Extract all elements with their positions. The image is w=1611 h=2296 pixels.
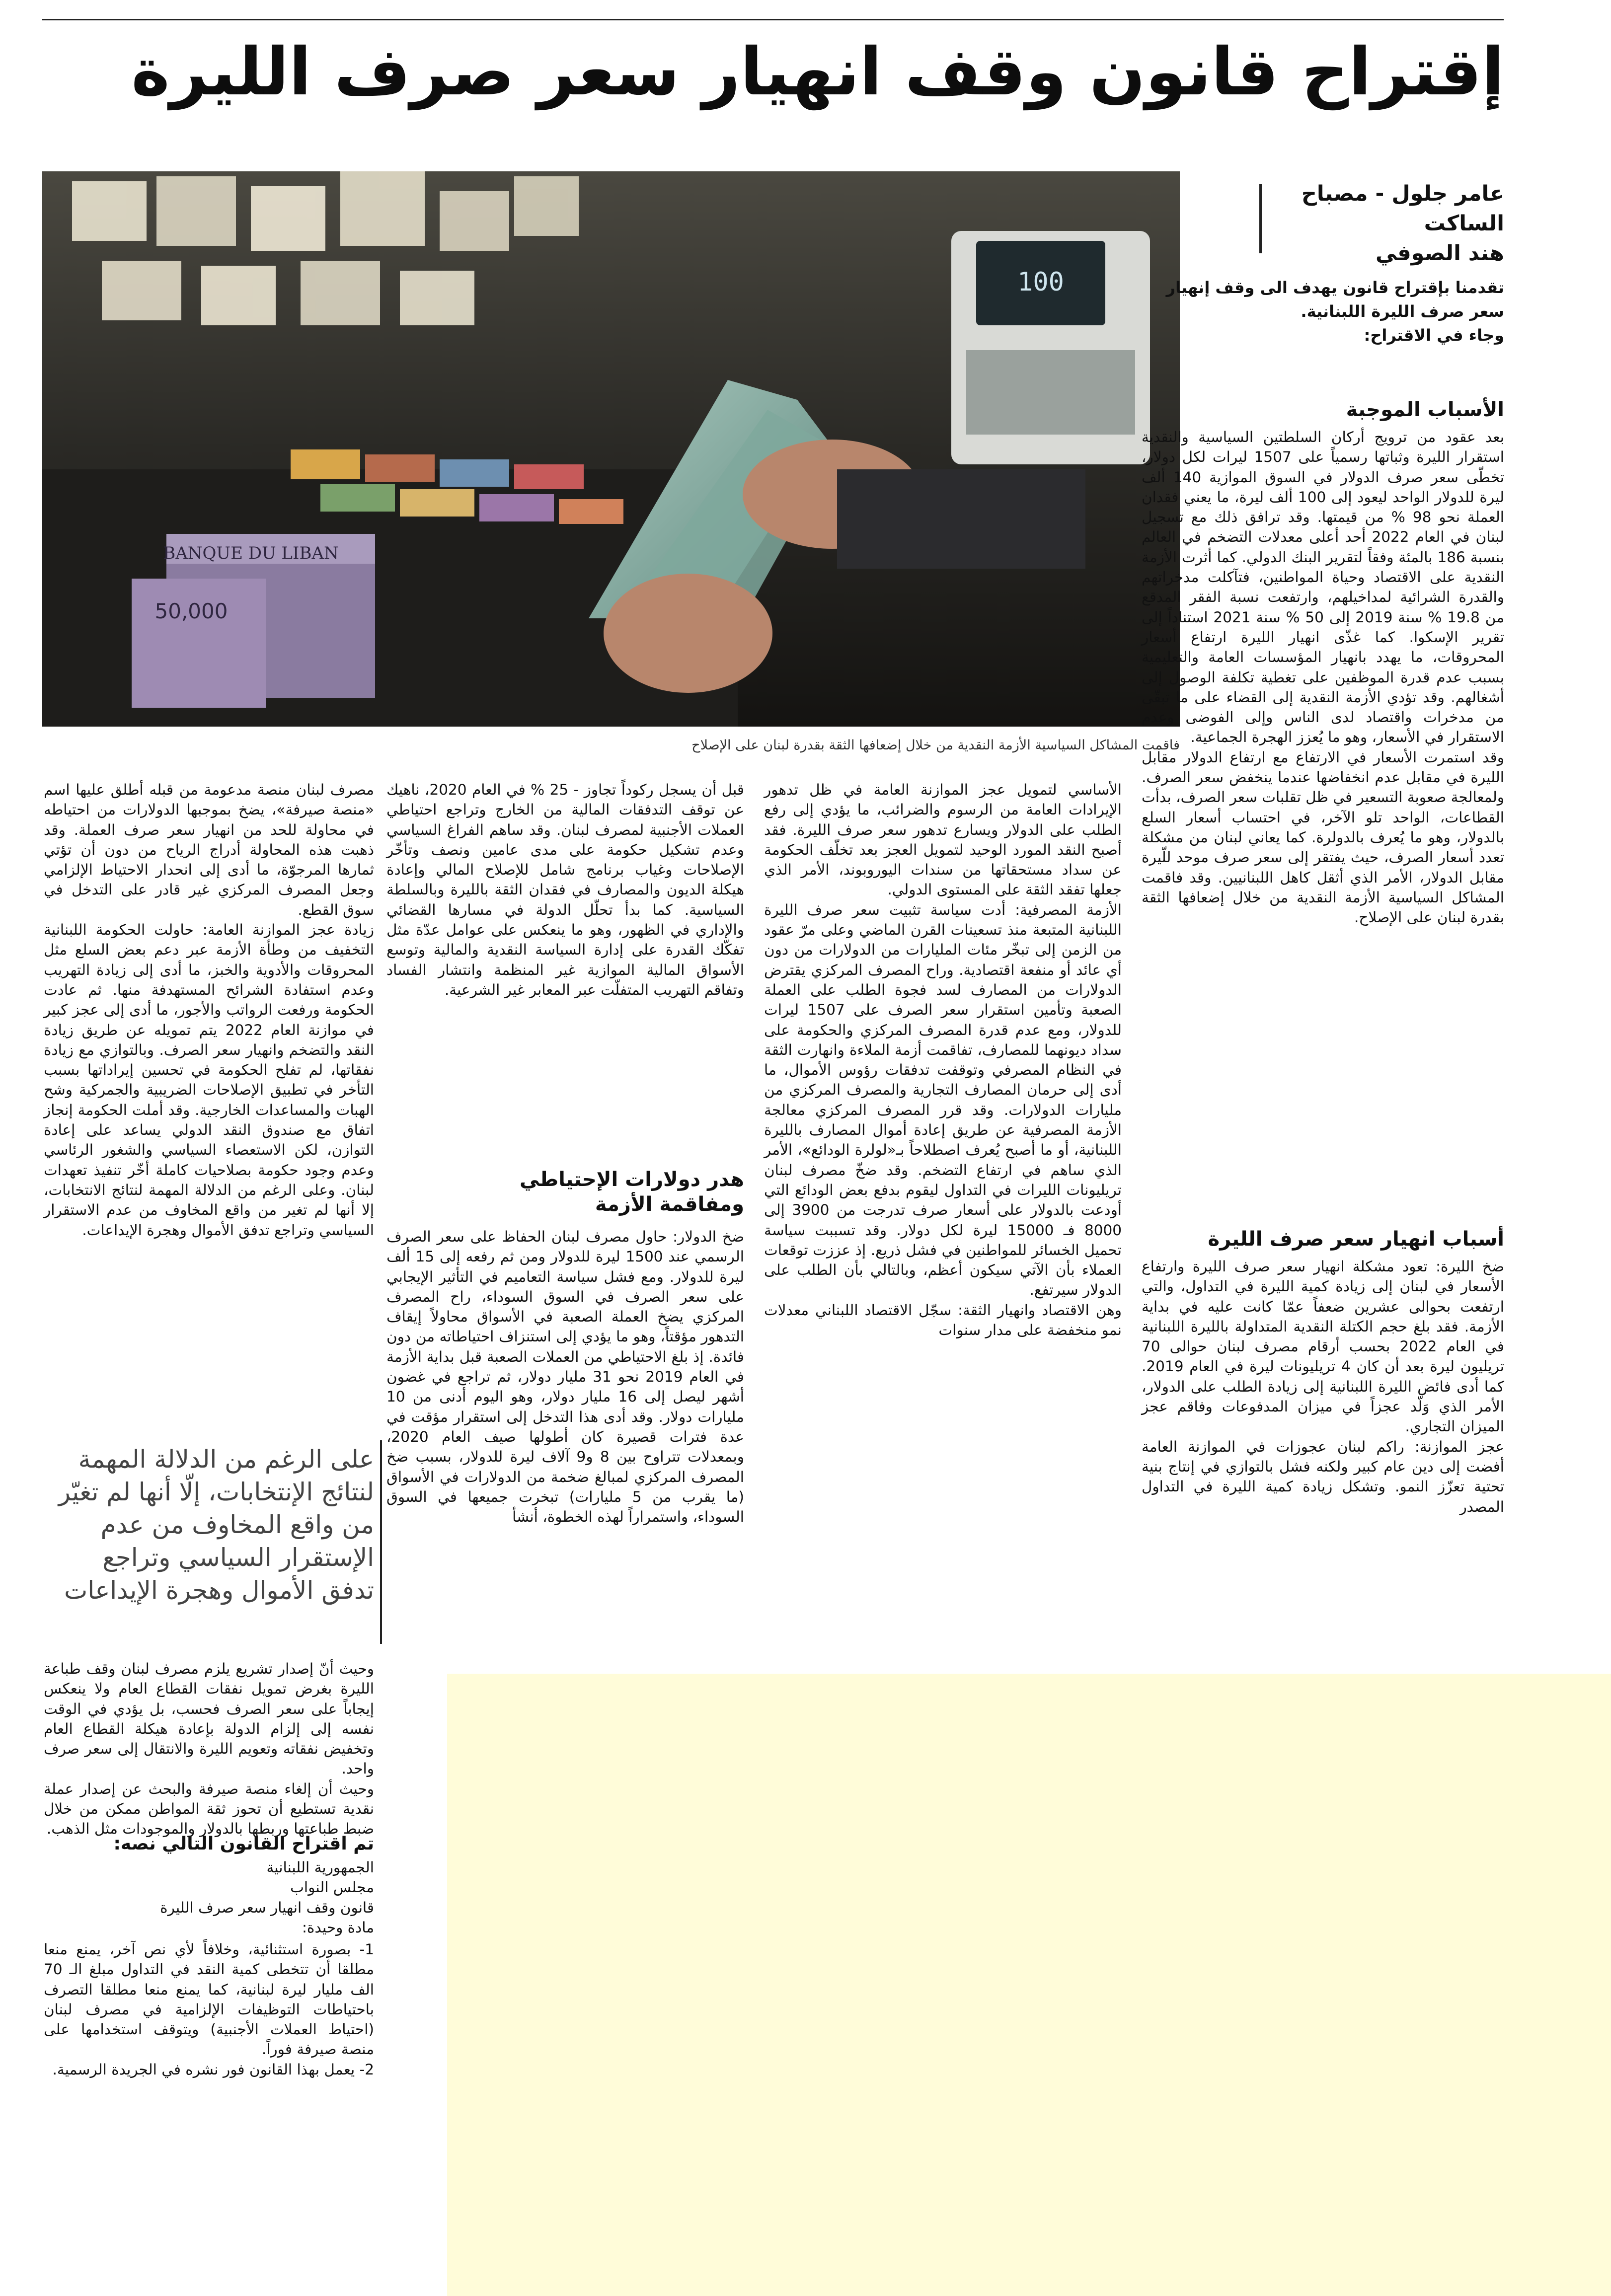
author-rule <box>1259 184 1262 253</box>
machine-display: 100 <box>1017 267 1064 297</box>
top-rule <box>42 19 1504 20</box>
counting-machine-icon <box>951 231 1150 464</box>
heading-collapse-causes: أسباب انهيار سعر صرف الليرة <box>1208 1228 1504 1251</box>
body-col2: الأساسي لتمويل عجز الموازنة العامة في ظل تدهور الإيرادات العامة من الرسوم والضرائب، ما يؤدي إلى رفع الطلب على الدولار ويسارع تدهور سعر صرف الليرة. فقد أصبح النقد المورد الوحيد لتمويل العجز بعد تخلّف الحكومة عن سداد مستحقاتها من سندات اليوروبوند، الأمر الذي جعلها تفقد الثقة على المستوى الدولي. الأزمة المصرفية: أدت سياسة تثبيت سعر صرف الليرة اللبنانية المتبعة منذ تسعينات القرن الماضي وعلى مرّ عقود من الزمن إلى تبخّر مئات المليارات من الدولارات من دون أي عائد أو منفعة اقتصادية. وراح المصرف المركزي يقترض الدولارات من المصارف لسد فجوة الطلب على العملة الصعبة وتأمين استقرار سعر الصرف على 1507 ليرات للدولار، ومع عدم قدرة المصرف المركزي والحكومة على سداد ديونهما للمصارف، تفاقمت أزمة الملاءة وانهارت الثقة في النظام المصرفي وتوقفت تدفقات رؤوس الأموال، ما أدى إلى حرمان المصارف التجارية والمصرف المركزي من مليارات الدولارات. وقد قرر المصرف المركزي معالجة الأزمة المصرفية عن طريق إعادة أموال المصارف بالليرة اللبنانية، أو ما أصبح يُعرف اصطلاحاً بـ«لولرة الودائع»، الأمر الذي ساهم في ارتفاع التضخم. وقد ضخّ مصرف لبنان تريليونات الليرات في التداول ليقوم بدفع بعض الودائع التي أودعت بالدولار على أسعار صرف تدرجت من 3900 إلى 8000 فـ 15000 ليرة لكل دولار. وقد تسببت سياسة تحميل الخسائر للمواطنين في فشل ذريع. إذ عززت توقعات العملاء بأن الآتي سيكون أعظم، وبالتالي بأن الطلب على الدولار سيرتفع. وهن الاقتصاد وانهيار الثقة: سجّل الاقتصاد اللبناني معدلات نمو منخفضة على مدار سنوات <box>764 781 1122 1339</box>
lead-paragraph: تقدمنا بإقتراح قانون يهدف الى وقف إنهيار سعر صرف الليرة اللبنانية. وجاء في الاقتراح: <box>1166 278 1504 345</box>
money-exchange-illustration <box>42 171 1180 727</box>
pullquote-rule <box>380 1440 382 1644</box>
article-photo <box>42 171 1180 727</box>
law-header-lines <box>44 1857 374 1937</box>
banknote-stacks <box>132 534 375 708</box>
law-line-republic: الجمهورية اللبنانية <box>266 1859 374 1876</box>
body-col4-part1: مصرف لبنان منصة مدعومة من قبله أطلق عليها اسم «منصة صيرفة»، يضخ بموجبها الدولارات من احتياطه في محاولة للحد من انهيار سعر صرف العملة. وقد ذهبت هذه المحاولة أدراج الرياح من دون أن تؤتي ثمارها المرجوّة، ما أدى إلى انحدار الاحتياط الإلزامي وجعل المصرف المركزي غير قادر على التدخل في سوق القطع. زيادة عجز الموازنة العامة: حاولت الحكومة اللبنانية التخفيف من وطأة الأزمة عبر دعم بعض السلع مثل المحروقات والأدوية والخبز، ما أدى إلى زيادة التهريب وعدم استفادة الشرائح المستهدفة منها. ثم عادت الحكومة ورفعت الرواتب والأجور، ما أدى إلى عجز كبير في موازنة العام 2022 يتم تمويله عن طريق زيادة النقد والتضخم وانهيار سعر الصرف. وبالتوازي مع زيادة نفقاتها، لم تفلح الحكومة في تحسين إيراداتها بسبب التأخر في تطبيق الإصلاحات الضريبية والجمركية وشح الهبات والمساعدات الخارجية. وقد أملت الحكومة إنجاز اتفاق مع صندوق النقد الدولي يساعد على إعادة التوازن، لكن الاستعصاء السياسي والشغور الرئاسي وعدم وجود حكومة بصلاحيات كاملة أخّر تنفيذ تعهدات لبنان. وعلى الرغم من الدلالة المهمة لنتائج الانتخابات، إلا أنها لم تغير من واقع المخاوف من عدم الاستقرار السياسي وتراجع تدفق الأموال وهجرة الإيداعات. <box>44 781 375 1239</box>
headline: إقتراح قانون وقف انهيار سعر صرف الليرة <box>131 34 1504 110</box>
body-col1-part1: بعد عقود من ترويج أركان السلطتين السياسية والنقدية استقرار الليرة وثباتها رسمياً على 1507 ليرات لكل دولار، تخطّى سعر صرف الدولار في السوق الموازية 140 ألف ليرة للدولار الواحد ليعود إلى 100 ألف ليرة، ما يعني فقدان العملة نحو 98 % من قيمتها. وقد ترافق ذلك مع تسجيل لبنان في العام 2022 أحد أعلى معدلات التضخم في العالم بنسبة 186 بالمئة وفقاً لتقرير البنك الدولي. كما أثرت الأزمة النقدية على الاقتصاد وحياة المواطنين، فتآكلت مدخراتهم والقدرة الشرائية لمداخيلهم، وارتفعت نسبة الفقر المدقع من 19.8 % سنة 2019 إلى 50 % سنة 2021 استناداً إلى تقرير الإسكوا. كما غذّى انهيار الليرة ارتفاع أسعار المحروقات، ما يهدد بانهيار المؤسسات العامة والتعليمية بسبب عدم قدرة الموظفين على تغطية تكلفة الوصول إلى أشغالهم. وقد تؤدي الأزمة النقدية إلى القضاء على ما تبقّى من مدخرات واقتصاد لدى الناس وإلى الفوضى وعدم الاستقرار في الأسعار، وهو ما يُعزز الهجرة الجماعية. وقد استمرت الأسعار في الارتفاع مع ارتفاع الدولار مقابل الليرة في مقابل عدم انخفاضها عندما ينخفض سعر الصرف. ولمعالجة صعوبة التسعير في ظل تقلبات سعر الصرف، بدأت القطاعات، الواحد تلو الآخر، في احتساب أسعار السلع بالدولار، وهو ما يُعرف بالدولرة. كما يعاني لبنان من مشكلة تعدد أسعار الصرف، حيث يفتقر إلى سعر صرف موحد للّيرة مقابل الدولار، الأمر الذي أثقل كاهل اللبنانيين. وقد فاقمت المشاكل السياسية الأزمة النقدية من خلال إضعافها الثقة بقدرة لبنان على الإصلاح. <box>1142 429 1504 926</box>
ad-space-placeholder <box>447 1674 1611 2296</box>
photo-caption: فاقمت المشاكل السياسية الأزمة النقدية من خلال إضعافها الثقة بقدرة لبنان على الإصلاح <box>691 738 1180 753</box>
body-col3-part1: قبل أن يسجل ركوداً تجاوز - 25 % في العام 2020، ناهيك عن توقف التدفقات المالية من الخارج وتراجع احتياطي العملات الأجنبية لمصرف لبنان. وقد ساهم الفراغ السياسي وعدم تشكيل حكومة على مدى عامين ونصف وتأخّر الإصلاحات وغياب برنامج شامل للإصلاح المالي وإعادة هيكلة الديون والمصارف في فقدان الثقة بالليرة وبالسلطة السياسية. كما بدأ تحلّل الدولة في مسارها القضائي والإداري في الظهور، وهو ما ينعكس على عوامل عدّة مثل تفكّك القدرة على إدارة السياسة النقدية والمالية وتوسع الأسواق المالية الموازية غير المنظمة وانتشار الفساد وتفاقم التهريب المتفلّت عبر المعابر غير الشرعية. <box>386 781 745 998</box>
law-heading: تم اقتراح القانون التالي نصه: <box>113 1834 374 1854</box>
pullquote: على الرغم من الدلالة المهمة لنتائج الإنتخابات، إلّا أنها لم تغيّر من واقع المخاوف من عدم الإستقرار السياسي وتراجع تدفق الأموال وهجرة الإيداعات <box>58 1445 374 1605</box>
banknote-value: 50,000 <box>154 599 228 623</box>
law-line-title: قانون وقف انهيار سعر صرف الليرة <box>160 1899 374 1916</box>
law-line-parliament: مجلس النواب <box>290 1879 374 1896</box>
heading-justification: الأسباب الموجبة <box>1346 398 1504 421</box>
law-line-article: مادة وحيدة: <box>302 1919 374 1936</box>
author-line-1: عامر جلول - مصباح الساكت <box>1301 181 1504 236</box>
body-col1-part2: ضخ الليرة: تعود مشكلة انهيار سعر صرف الليرة وارتفاع الأسعار في لبنان إلى زيادة كمية الليرة في التداول، والتي ارتفعت بحوالى عشرين ضعفاً عمّا كانت عليه في بداية الأزمة. فقد بلغ حجم الكتلة النقدية المتداولة بالليرة اللبنانية في العام 2022 بحسب أرقام مصرف لبنان حوالى 70 تريليون ليرة بعد أن كان 4 تريليونات ليرة في العام 2019. كما أدى فائض الليرة اللبنانية إلى زيادة الطلب على الدولار، الأمر الذي وَلّد عجزاً في ميزان المدفوعات وفاقم عجز الميزان التجاري. عجز الموازنة: راكم لبنان عجوزات في الموازنة العامة أفضت إلى دين عام كبير ولكنه فشل بالتوازي في إنتاج بنية تحتية تعزّز النمو. وتشكل زيادة كمية الليرة في التداول المصدر <box>1142 1258 1504 1515</box>
heading-reserve-waste: هدر دولارات الإحتياطي ومفاقمة الأزمة <box>520 1168 744 1216</box>
law-text: 1- بصورة استثنائية، وخلافاً لأي نص آخر، يمنع منعا مطلقا أن تتخطى كمية النقد في التداول مبلغ الـ 70 الف مليار ليرة لبنانية، كما يمنع منعا مطلقا التصرف باحتياطات التوظيفات الإلزامية في مصرف لبنان (احتياط العملات الأجنبية) ويتوقف استخدامها على منصة صيرفة فوراً. 2- يعمل بهذا القانون فور نشره في الجريدة الرسمية. <box>44 1941 374 2078</box>
author-block <box>1281 179 1504 268</box>
banknote-label: BANQUE DU LIBAN <box>163 543 339 563</box>
body-col3-part2: ضخ الدولار: حاول مصرف لبنان الحفاظ على سعر الصرف الرسمي عند 1500 ليرة للدولار ومن ثم رفعه إلى 15 ألف ليرة للدولار. ومع فشل سياسة التعاميم في التأثير الإيجابي على سعر الصرف في السوق السوداء، راح المصرف المركزي يضخ العملة الصعبة في الأسواق محاولاً إيقاف التدهور مؤقتاً، وهو ما يؤدي إلى استنزاف احتياطاته من دون فائدة. إذ بلغ الاحتياطي من العملات الصعبة قبل بداية الأزمة في العام 2019 نحو 31 مليار دولار، ثم تراجع في غضون أشهر ليصل إلى 16 مليار دولار، وهو اليوم أدنى من 10 مليارات دولار. وقد أدى هذا التدخل إلى استقرار مؤقت في عدة فترات قصيرة كان أطولها صيف العام 2020، وبمعدلات تتراوح بين 8 و9 آلاف ليرة للدولار، بسبب ضخ المصرف المركزي لمبالغ ضخمة من الدولارات في الأسواق (ما يقرب من 5 مليارات) تبخرت جميعها في السوق السوداء، واستمراراً لهذه الخطوة، أنشأ <box>386 1228 744 1526</box>
body-col4-part2: وحيث أنّ إصدار تشريع يلزم مصرف لبنان وقف طباعة الليرة بغرض تمويل نفقات القطاع العام ولا ينعكس إيجاباً على سعر الصرف فحسب، بل يؤدي في الوقت نفسه إلى إلزام الدولة بإعادة هيكلة القطاع العام وتخفيض نفقاته وتعويم الليرة والانتقال إلى سعر صرف واحد. وحيث أن إلغاء منصة صيرفة والبحث عن إصدار عملة نقدية تستطيع أن تحوز ثقة المواطن ممكن من خلال ضبط طباعتها وربطها بالدولار والموجودات مثل الذهب. <box>44 1660 374 1838</box>
author-line-2: هند الصوفي <box>1375 241 1504 266</box>
